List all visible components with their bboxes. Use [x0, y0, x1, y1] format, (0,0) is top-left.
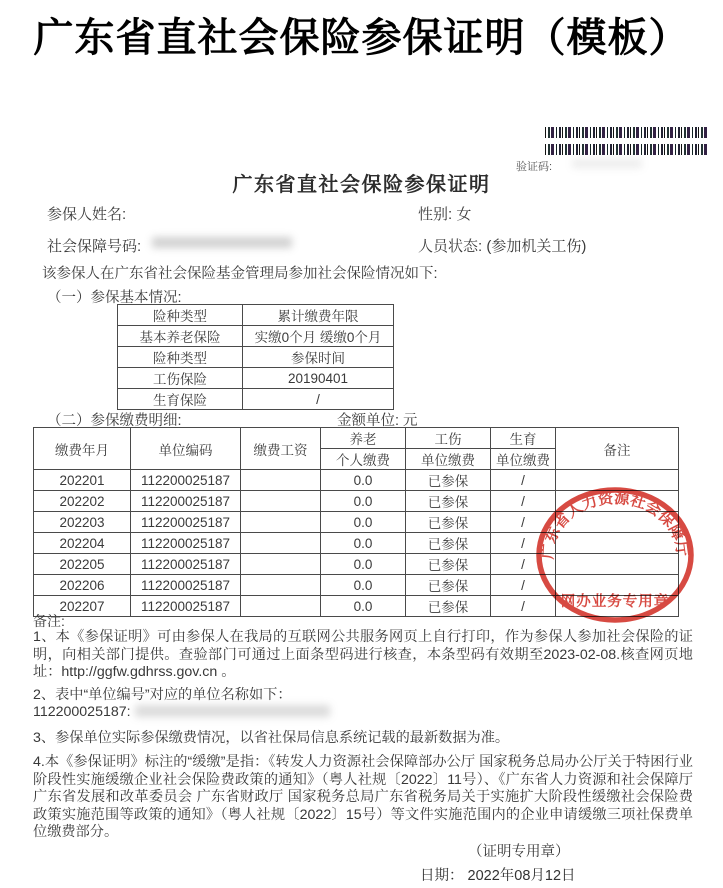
- note-3: 3、参保单位实际参保缴费情况，以省社保局信息系统记载的最新数据为准。: [33, 730, 510, 746]
- table-cell: 0.0: [321, 470, 406, 491]
- column-subheader: 单位缴费: [406, 449, 491, 470]
- table-cell: /: [243, 389, 394, 410]
- stamp-arc-text: 广东省人力资源社会保障厅: [539, 489, 691, 560]
- table-cell: /: [491, 575, 556, 596]
- column-header: 单位编码: [131, 428, 241, 470]
- ssn-label: 社会保障号码:: [47, 238, 142, 255]
- table-cell: 0.0: [321, 533, 406, 554]
- table-cell: [241, 596, 321, 617]
- intro-text: 该参保人在广东省社会保险基金管理局参加社会保险情况如下:: [42, 266, 438, 282]
- verify-code-label: 验证码:: [516, 161, 553, 173]
- table-cell: /: [491, 554, 556, 575]
- table-cell: /: [491, 533, 556, 554]
- note-2-unit-code: 112200025187:: [33, 704, 131, 720]
- column-header: 工伤: [406, 428, 491, 449]
- table-cell: [556, 533, 679, 554]
- table-row: [118, 347, 394, 368]
- table-cell: 参保时间: [243, 347, 394, 368]
- table-cell: 0.0: [321, 596, 406, 617]
- table-cell: [556, 491, 679, 512]
- barcode-strip-bottom: [545, 144, 707, 155]
- gender-label: 性别:: [418, 206, 453, 223]
- table-cell: [556, 596, 679, 617]
- table-cell: 险种类型: [118, 347, 243, 368]
- table-cell: 202201: [34, 470, 131, 491]
- table-cell: 20190401: [243, 368, 394, 389]
- note-1: 1、本《参保证明》可由参保人在我局的互联网公共服务网页上自行打印，作为参保人参加社会保险的证明，向相关部门提供。查验部门可通过上面条型码进行核查，本条型码有效期至2023-02-08.核查网页地址：http://ggfw.gdhrss.gov.cn 。: [33, 629, 693, 680]
- table-cell: 累计缴费年限: [243, 305, 394, 326]
- table-cell: /: [491, 512, 556, 533]
- column-subheader: 单位缴费: [491, 449, 556, 470]
- table-cell: 已参保: [406, 575, 491, 596]
- stamp-bottom-text: 网办业务专用章: [560, 594, 670, 610]
- table-cell: 已参保: [406, 512, 491, 533]
- barcode-strip-top: [545, 127, 707, 138]
- table-cell: 险种类型: [118, 305, 243, 326]
- table-row: [34, 575, 679, 596]
- person-status-field: [418, 235, 586, 256]
- payment-detail-table: [33, 427, 679, 617]
- table-cell: 已参保: [406, 533, 491, 554]
- table-cell: 已参保: [406, 554, 491, 575]
- table-cell: 112200025187: [131, 596, 241, 617]
- date-value: 2022年08月12日: [467, 868, 576, 884]
- table-cell: /: [491, 491, 556, 512]
- page-title: 广东省直社会保险参保证明（模板）: [33, 15, 690, 60]
- table-cell: 0.0: [321, 554, 406, 575]
- person-status-value: (参加机关工伤): [486, 238, 587, 255]
- table-cell: 112200025187: [131, 512, 241, 533]
- column-subheader: 个人缴费: [321, 449, 406, 470]
- table-cell: 112200025187: [131, 470, 241, 491]
- column-header: 备注: [556, 428, 679, 470]
- table-cell: 202207: [34, 596, 131, 617]
- table-cell: 202205: [34, 554, 131, 575]
- table-row: [118, 326, 394, 347]
- table-cell: [556, 554, 679, 575]
- verify-code-redacted: [572, 159, 642, 168]
- remark-label: 备注:: [33, 613, 65, 629]
- basic-info-table: [117, 304, 394, 410]
- note-2: 2、表中“单位编号”对应的单位名称如下：: [33, 687, 292, 703]
- table-cell: 112200025187: [131, 554, 241, 575]
- table-row: [34, 491, 679, 512]
- section2-heading: （二）参保缴费明细:: [47, 413, 182, 429]
- table-cell: 202202: [34, 491, 131, 512]
- table-cell: 202203: [34, 512, 131, 533]
- table-row: [118, 389, 394, 410]
- table-row: [34, 554, 679, 575]
- table-cell: 工伤保险: [118, 368, 243, 389]
- table-cell: /: [491, 470, 556, 491]
- amount-unit-note: 金额单位: 元: [337, 413, 418, 429]
- table-cell: 0.0: [321, 491, 406, 512]
- table-cell: 0.0: [321, 512, 406, 533]
- date-line: [420, 864, 680, 885]
- section1-heading: （一）参保基本情况:: [47, 290, 182, 306]
- table-header-row: [34, 428, 679, 449]
- table-cell: 已参保: [406, 596, 491, 617]
- note-4: 4.本《参保证明》标注的“缓缴”是指：《转发人力资源社会保障部办公厅 国家税务总局办公厅关于特困行业阶段性实施缓缴企业社会保险费政策的通知》（粤人社规〔2022〕11号）、《广东省人力资源和社会保障厅 广东省发展和改革委员会 广东省财政厅 国家税务总局广东省税务局关于实施扩大阶段性缓缴社会保险费政策实施范围等政策的通知》（粤人社规〔2022〕15号）等文件实施范围内的企业申请缓缴三项社保费单位缴费部分。: [33, 754, 693, 840]
- footer-block: [420, 840, 680, 885]
- column-header: 生育: [491, 428, 556, 449]
- table-cell: 已参保: [406, 491, 491, 512]
- table-row: [118, 305, 394, 326]
- table-cell: [241, 512, 321, 533]
- unit-name-redacted: [135, 705, 330, 717]
- table-row: [34, 512, 679, 533]
- table-cell: 实缴0个月 缓缴0个月: [243, 326, 394, 347]
- table-cell: 202206: [34, 575, 131, 596]
- date-label: 日期：: [420, 868, 464, 884]
- table-row: [34, 596, 679, 617]
- table-cell: [241, 491, 321, 512]
- gender-value: 女: [456, 206, 472, 223]
- table-cell: [556, 512, 679, 533]
- table-row: [34, 533, 679, 554]
- gender-field: [418, 203, 471, 224]
- certificate-title: 广东省直社会保险参保证明: [232, 174, 491, 196]
- table-cell: [241, 533, 321, 554]
- table-cell: 112200025187: [131, 575, 241, 596]
- table-cell: 生育保险: [118, 389, 243, 410]
- table-cell: 0.0: [321, 575, 406, 596]
- column-header: 缴费工资: [241, 428, 321, 470]
- table-cell: /: [491, 596, 556, 617]
- column-header: 养老: [321, 428, 406, 449]
- table-cell: [241, 575, 321, 596]
- table-row: [118, 368, 394, 389]
- insured-name-label: 参保人姓名:: [47, 206, 127, 223]
- table-row: [34, 470, 679, 491]
- table-cell: [556, 470, 679, 491]
- table-cell: 112200025187: [131, 491, 241, 512]
- table-cell: [556, 575, 679, 596]
- ssn-value-redacted: [152, 237, 292, 248]
- column-header: 缴费年月: [34, 428, 131, 470]
- table-cell: [241, 470, 321, 491]
- table-cell: 112200025187: [131, 533, 241, 554]
- table-cell: 202204: [34, 533, 131, 554]
- table-cell: 已参保: [406, 470, 491, 491]
- table-cell: 基本养老保险: [118, 326, 243, 347]
- seal-note: （证明专用章）: [468, 844, 570, 860]
- table-cell: [241, 554, 321, 575]
- person-status-label: 人员状态:: [418, 238, 483, 255]
